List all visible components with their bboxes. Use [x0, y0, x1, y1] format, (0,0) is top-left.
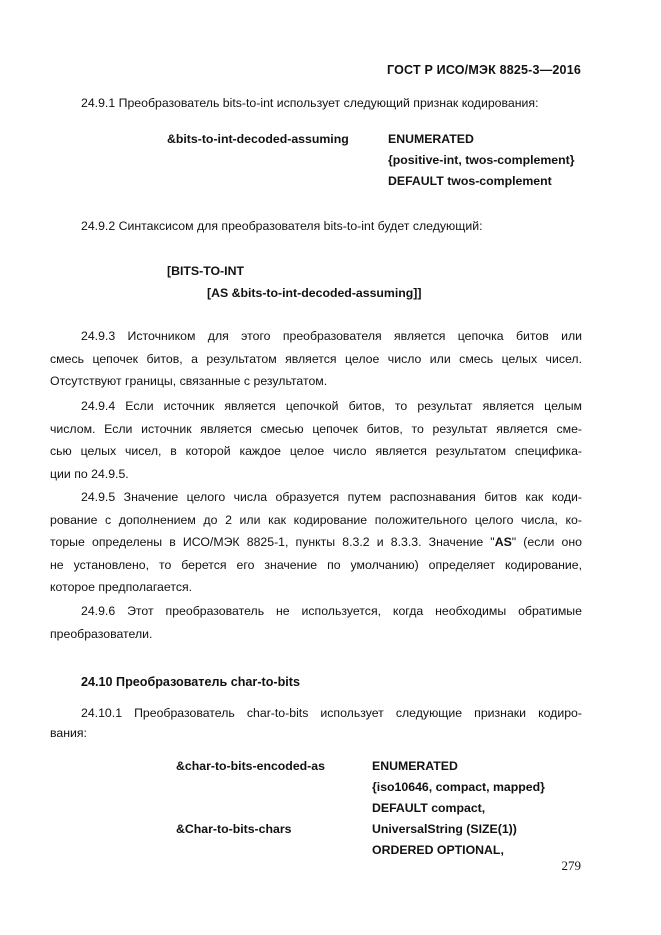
def-type: ENUMERATED: [372, 759, 458, 773]
def-values: {iso10646, compact, mapped}: [372, 780, 545, 794]
def-name: &bits-to-int-decoded-assuming: [167, 132, 349, 146]
text-fragment: " (если оно: [511, 535, 582, 549]
text-line: смесь цепочек битов, а результатом является целое число или смесь целых чисел.: [50, 351, 582, 366]
text-line: Отсутствуют границы, связанные с результатом.: [50, 374, 328, 388]
text-line: 24.9.6 Этот преобразователь не используется, когда необходимы обратимые: [81, 604, 582, 618]
text-line: сью целых чисел, в которой каждое целое число является результатом специфика-: [50, 444, 582, 458]
text-line: вания:: [50, 726, 87, 740]
def-name: &char-to-bits-encoded-as: [176, 759, 325, 773]
as-keyword: AS: [494, 535, 512, 549]
def-type: ENUMERATED: [388, 132, 474, 146]
def-values: {positive-int, twos-complement}: [388, 153, 575, 167]
text-line: 24.10.1 Преобразователь char-to-bits использует следующие признаки кодиро-: [81, 706, 582, 720]
text-line: числом. Если источник является смесью цепочек битов, то результат является сме-: [50, 421, 582, 436]
document-header: ГОСТ Р ИСО/МЭК 8825-3—2016: [386, 63, 581, 77]
text-line: [50, 531, 582, 554]
text-fragment: торые определены в ИСО/МЭК 8825-1, пункты 8.3.2 и 8.3.3. Значение ": [50, 535, 495, 549]
def-default: DEFAULT twos-complement: [388, 174, 552, 188]
def-options: ORDERED OPTIONAL,: [372, 843, 504, 857]
clause-24-9-3: [50, 325, 582, 393]
text-line: ции по 24.9.5.: [50, 466, 129, 481]
text-line: 24.9.5 Значение целого числа образуется путем распознавания битов как коди-: [81, 490, 582, 504]
clause-24-9-5: [50, 486, 582, 599]
clause-24-9-2: 24.9.2 Синтаксисом для преобразователя bits-to-int будет следующий:: [81, 219, 483, 233]
text-line: преобразователи.: [50, 626, 153, 641]
clause-24-9-1: 24.9.1 Преобразователь bits-to-int использует следующий признак кодирования:: [81, 96, 539, 110]
def-name: &Char-to-bits-chars: [176, 822, 292, 836]
clause-24-9-4: [50, 395, 582, 485]
text-line: 24.9.3 Источником для этого преобразователя является цепочка битов или: [81, 329, 582, 343]
section-heading-24-10: 24.10 Преобразователь char-to-bits: [81, 675, 300, 689]
page-number: 279: [561, 858, 581, 873]
def-default: DEFAULT compact,: [372, 801, 486, 815]
clause-24-9-6: [50, 600, 582, 645]
syntax-line-1: [BITS-TO-INT: [167, 264, 244, 278]
text-line: рование с дополнением до 2 или как кодирование положительного целого числа, ко-: [50, 512, 582, 527]
def-type: UniversalString (SIZE(1)): [372, 822, 517, 836]
text-line: не установлено, то берется его значение по умолчанию) определяет кодирование,: [50, 557, 582, 572]
clause-24-10-1: [50, 703, 582, 743]
text-line: которое предполагается.: [50, 580, 193, 594]
text-line: 24.9.4 Если источник является цепочкой битов, то результат является целым: [81, 399, 582, 413]
syntax-line-2: [AS &bits-to-int-decoded-assuming]]: [207, 286, 422, 300]
